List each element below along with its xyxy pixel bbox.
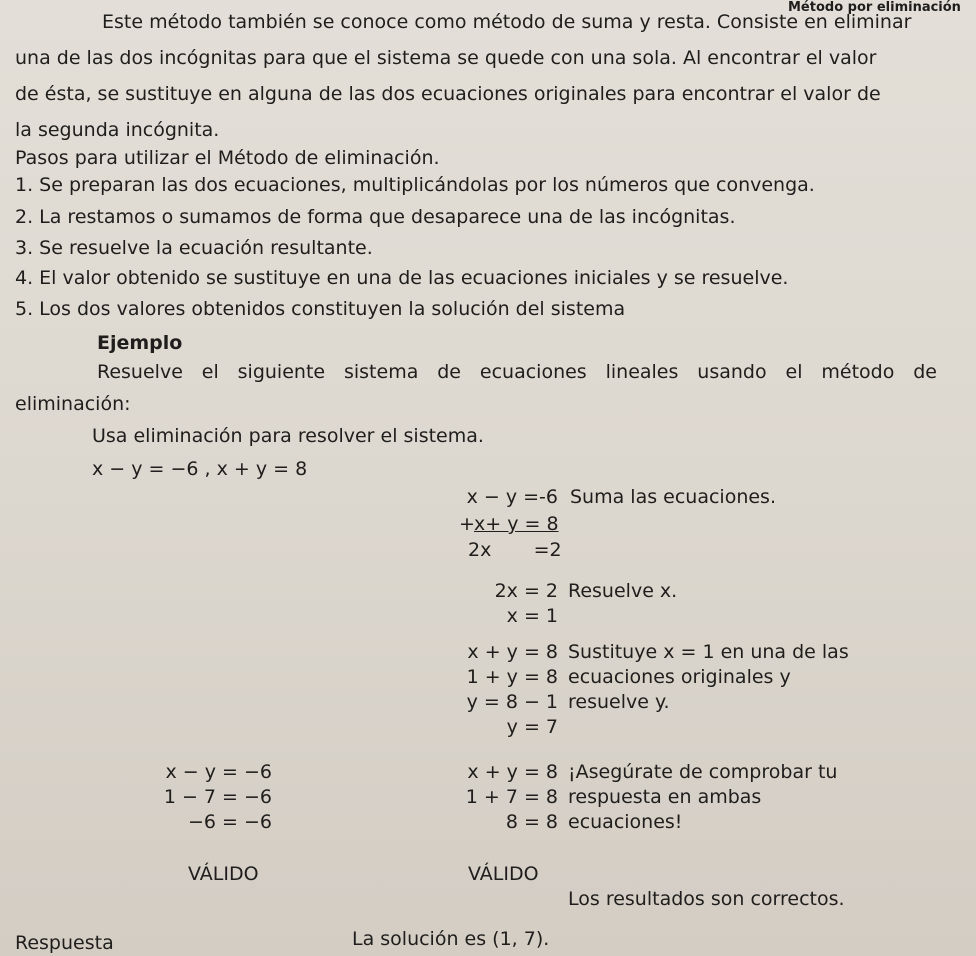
step-item-5: 5. Los dos valores obtenidos constituyen la solución del sistema xyxy=(15,298,626,320)
intro-line-4: la segunda incógnita. xyxy=(15,119,220,141)
intro-line-2: una de las dos incógnitas para que el sistema se quede con una sola. Al encontrar el valor xyxy=(15,47,877,69)
answer-label: Respuesta xyxy=(15,932,114,954)
solve-x-eq2: x = 1 xyxy=(506,605,558,627)
steps-heading: Pasos para utilizar el Método de eliminación. xyxy=(15,147,440,169)
check-right-eq2: 1 + 7 = 8 xyxy=(465,786,558,808)
step-item-2: 2. La restamos o sumamos de forma que desaparece una de las incógnitas. xyxy=(15,206,736,228)
check-right-eq3: 8 = 8 xyxy=(505,811,558,833)
substitute-eq2: 1 + y = 8 xyxy=(466,666,558,688)
intro-line-1: Este método también se conoce como método de suma y resta. Consiste en eliminar xyxy=(102,11,912,33)
step-item-1: 1. Se preparan las dos ecuaciones, multiplicándolas por los números que convenga. xyxy=(15,174,815,196)
substitute-eq4: y = 7 xyxy=(506,716,558,738)
example-prompt-line-2: eliminación: xyxy=(15,393,131,415)
check-left-eq1: x − y = −6 xyxy=(165,761,272,783)
substitute-note-1: Sustituye x = 1 en una de las xyxy=(568,641,849,663)
conclusion-text: Los resultados son correctos. xyxy=(568,888,845,910)
substitute-eq3: y = 8 − 1 xyxy=(466,691,558,713)
sum-eq1: x − y =-6 xyxy=(466,486,558,508)
page-header-title: Método por eliminación xyxy=(788,0,961,15)
example-instruction: Usa eliminación para resolver el sistema. xyxy=(92,425,484,447)
sum-result: 2x =2 xyxy=(468,539,562,561)
solve-x-note: Resuelve x. xyxy=(568,580,678,602)
example-heading: Ejemplo xyxy=(97,332,183,354)
check-right-valid: VÁLIDO xyxy=(468,863,539,885)
check-left-eq2: 1 − 7 = −6 xyxy=(163,786,272,808)
substitute-note-2: ecuaciones originales y xyxy=(568,666,791,688)
check-right-note-3: ecuaciones! xyxy=(568,811,683,833)
example-prompt-line-1: Resuelve el siguiente sistema de ecuaciones lineales usando el método de xyxy=(97,361,937,383)
check-left-valid: VÁLIDO xyxy=(188,863,259,885)
substitute-note-3: resuelve y. xyxy=(568,691,670,713)
check-right-note-2: respuesta en ambas xyxy=(568,786,762,808)
sum-eq2-sign: + xyxy=(459,513,475,535)
check-right-note-1: ¡Asegúrate de comprobar tu xyxy=(568,761,838,783)
answer-text: La solución es (1, 7). xyxy=(352,928,550,950)
sum-eq2: x+ y = 8 xyxy=(474,513,559,535)
step-item-3: 3. Se resuelve la ecuación resultante. xyxy=(15,237,373,259)
step-item-4: 4. El valor obtenido se sustituye en una de las ecuaciones iniciales y se resuelve. xyxy=(15,267,789,289)
substitute-eq1: x + y = 8 xyxy=(467,641,558,663)
solve-x-eq1: 2x = 2 xyxy=(494,580,558,602)
check-left-eq3: −6 = −6 xyxy=(187,811,272,833)
intro-line-3: de ésta, se sustituye en alguna de las dos ecuaciones originales para encontrar el valor de xyxy=(15,83,881,105)
check-right-eq1: x + y = 8 xyxy=(467,761,558,783)
example-system: x − y = −6 , x + y = 8 xyxy=(92,458,308,480)
sum-note: Suma las ecuaciones. xyxy=(570,486,776,508)
